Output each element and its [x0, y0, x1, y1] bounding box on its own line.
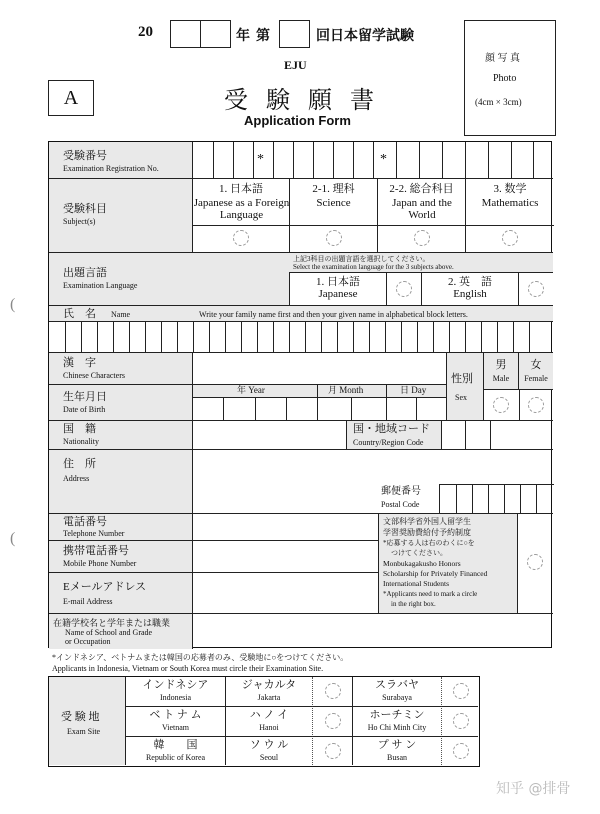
- language-label-jp: 出題言語: [63, 267, 107, 279]
- site-city-hanoi[interactable]: [226, 707, 312, 736]
- email-field[interactable]: [192, 573, 378, 613]
- subject-japanese-en: Japanese as a Foreign Language: [193, 197, 290, 221]
- name-label-jp: 氏 名: [63, 308, 96, 320]
- registration-star-2: *: [380, 152, 387, 167]
- site-city-jp: スラバヤ: [375, 679, 419, 691]
- site-country-en: Indonesia: [159, 693, 192, 702]
- address-field[interactable]: [192, 450, 553, 513]
- school-label-cell: [49, 614, 192, 649]
- scholarship-en1: Monbukagakusho Honors: [383, 559, 461, 568]
- scholarship-en5: in the right box.: [391, 600, 436, 608]
- birth-year-label: 年 Year: [237, 385, 265, 395]
- session-box[interactable]: [279, 20, 310, 48]
- birth-header: [192, 385, 446, 397]
- site-city-en: Ho Chi Minh City: [367, 723, 427, 732]
- email-label-jp: Eメールアドレス: [63, 581, 147, 593]
- site-country-vietnam: [126, 707, 225, 736]
- site-notice-en: Applicants in Indonesia, Vietnam or South Korea must circle their Examination Site.: [52, 664, 324, 673]
- subject-japan-world-en: Japan and the World: [392, 197, 452, 221]
- session-label: 回日本留学試験: [316, 29, 414, 44]
- site-country-jp: インドネシア: [142, 679, 209, 691]
- site-hochiminh-circle[interactable]: [453, 713, 469, 729]
- binder-mark-bottom: (: [10, 530, 16, 547]
- kanji-field[interactable]: [192, 353, 446, 384]
- address-label-cell: [49, 450, 192, 513]
- language-english-jp: 2. 英 語: [448, 276, 492, 288]
- site-city-en: Jakarta: [257, 693, 281, 702]
- site-country-jp: 韓 国: [153, 739, 198, 751]
- form-code-box: A: [48, 80, 94, 116]
- birth-input[interactable]: [192, 397, 446, 420]
- sex-male-circle[interactable]: [493, 397, 509, 413]
- phone-label-jp: 電話番号: [63, 516, 107, 528]
- birth-label-en: Date of Birth: [63, 405, 106, 414]
- subject-science[interactable]: [290, 179, 378, 252]
- site-country-en: Vietnam: [161, 723, 190, 732]
- binder-mark-top: (: [10, 296, 16, 313]
- school-label-en1: Name of School and Grade: [65, 628, 153, 637]
- mobile-field[interactable]: [192, 541, 378, 572]
- language-label-en: Examination Language: [63, 281, 138, 290]
- language-japanese[interactable]: [290, 273, 387, 306]
- mobile-label-cell: [49, 541, 192, 572]
- language-english[interactable]: [422, 273, 519, 306]
- scholarship-jp2: 学習奨励費給付予約制度: [383, 528, 471, 537]
- scholarship-box[interactable]: [517, 514, 553, 613]
- language-english-circle[interactable]: [528, 281, 544, 297]
- site-city-en: Surabaya: [382, 693, 412, 702]
- photo-label-jp: 顔 写 真: [485, 53, 520, 64]
- phone-field[interactable]: [192, 514, 378, 540]
- sex-male-en: Male: [492, 374, 510, 383]
- sex-female-circle[interactable]: [528, 397, 544, 413]
- exam-site-table: [48, 676, 480, 767]
- registration-label-cell: [49, 142, 192, 178]
- scholarship-cell: [378, 514, 517, 613]
- site-country-jp: ベ ト ナ ム: [149, 709, 202, 721]
- header: [0, 0, 600, 140]
- scholarship-jp3: *応募する人は右のわくに○を: [383, 539, 475, 547]
- year-box-2[interactable]: [200, 20, 231, 48]
- year-box-1[interactable]: [170, 20, 201, 48]
- subject-science-jp: 2-1. 理科: [312, 183, 355, 195]
- nationality-label-en: Nationality: [63, 437, 99, 446]
- name-instruction: Write your family name first and then your given name in alphabetical block letters.: [199, 310, 468, 319]
- scholarship-circle[interactable]: [527, 554, 543, 570]
- subject-math[interactable]: [466, 179, 554, 252]
- birth-label-cell: [49, 385, 192, 420]
- birth-month-label: 月 Month: [328, 385, 364, 395]
- registration-star-1: *: [257, 152, 264, 167]
- kanji-label-cell: [49, 353, 192, 384]
- kanji-label-en: Chinese Characters: [63, 371, 125, 380]
- eju-label: EJU: [284, 58, 307, 72]
- site-city-jp: ホーチミン: [369, 709, 425, 721]
- site-city-en: Busan: [387, 753, 407, 762]
- exam-site-label-jp: 受 験 地: [61, 711, 100, 723]
- language-japanese-jp: 1. 日本語: [316, 276, 360, 288]
- site-city-hochiminh[interactable]: [353, 707, 441, 736]
- sex-female-jp: 女: [530, 359, 542, 371]
- site-busan-circle[interactable]: [453, 743, 469, 759]
- photo-label-en: Photo: [493, 73, 517, 84]
- subject-japan-world-circle[interactable]: [414, 230, 430, 246]
- sex-label-cell: [446, 353, 483, 420]
- photo-size: (4cm × 3cm): [475, 97, 522, 107]
- sex-male-cell: [483, 353, 518, 389]
- registration-label-en: Examination Registration No.: [63, 164, 159, 173]
- year-prefix: 20: [138, 24, 153, 40]
- name-label-en: Name: [111, 310, 131, 319]
- nationality-label-jp: 国 籍: [63, 423, 96, 435]
- address-label-en: Address: [63, 474, 90, 483]
- dai-label: 第: [256, 29, 270, 44]
- sex-label-jp: 性別: [451, 373, 473, 385]
- sex-female-cell: [518, 353, 553, 389]
- exam-site-label-en: Exam Site: [67, 727, 101, 736]
- subjects-label-cell: [49, 179, 192, 252]
- registration-label-jp: 受験番号: [63, 150, 107, 162]
- scholarship-jp4: つけてください。: [391, 549, 447, 557]
- scholarship-en3: International Students: [383, 579, 450, 588]
- subjects-grid: [192, 179, 553, 252]
- subject-japanese-jp: 1. 日本語: [219, 183, 263, 195]
- scholarship-jp1: 文部科学省外国人留学生: [383, 517, 471, 526]
- email-label-en: E-mail Address: [63, 597, 113, 606]
- watermark: 知乎 @排骨: [496, 781, 571, 797]
- address-label-jp: 住 所: [63, 458, 96, 470]
- site-seoul-circle[interactable]: [325, 743, 341, 759]
- sex-female-en: Female: [524, 374, 548, 383]
- site-city-jp: ジャカルタ: [241, 679, 297, 691]
- birth-day-label: 日 Day: [400, 385, 427, 395]
- site-city-seoul[interactable]: [226, 737, 312, 765]
- email-label-cell: [49, 573, 192, 613]
- nationality-label-cell: [49, 421, 192, 449]
- photo-box[interactable]: [464, 20, 556, 136]
- site-city-jp: ハ ノ イ: [249, 709, 289, 721]
- form-title-en: Application Form: [244, 113, 351, 128]
- subjects-label-en: Subject(s): [63, 217, 96, 226]
- site-country-en: Republic of Korea: [145, 753, 206, 762]
- language-note-en: Select the examination language for the 3 subjects above.: [293, 263, 454, 271]
- mobile-label-en: Mobile Phone Number: [63, 559, 137, 568]
- subject-japanese-circle[interactable]: [233, 230, 249, 246]
- subjects-label-jp: 受験科目: [63, 203, 107, 215]
- country-code-label-en: Country/Region Code: [353, 438, 424, 447]
- site-city-jakarta[interactable]: [226, 677, 312, 706]
- site-hanoi-circle[interactable]: [325, 713, 341, 729]
- school-label-jp: 在籍学校名と学年または職業: [53, 618, 171, 628]
- subject-science-en: Science: [316, 197, 351, 209]
- site-city-jp: プ サ ン: [377, 739, 417, 751]
- country-code-label-jp: 国・地域コード: [353, 423, 430, 435]
- subject-japan-world-jp: 2-2. 総合科目: [389, 183, 454, 195]
- name-input-boxes[interactable]: [49, 322, 553, 352]
- postal-label-jp: 郵便番号: [381, 486, 421, 497]
- postal-label-en: Postal Code: [381, 500, 420, 509]
- year-label: 年: [236, 29, 250, 44]
- subject-japan-world[interactable]: [378, 179, 466, 252]
- subject-science-circle[interactable]: [326, 230, 342, 246]
- birth-label-jp: 生年月日: [63, 391, 107, 403]
- subject-japanese[interactable]: [193, 179, 290, 252]
- site-country-indonesia: [126, 677, 225, 706]
- form-table: [48, 141, 552, 648]
- language-note-jp: 上記3科目の出題言語を選択してください。: [293, 255, 430, 263]
- language-japanese-circle[interactable]: [396, 281, 412, 297]
- subject-math-circle[interactable]: [502, 230, 518, 246]
- mobile-label-jp: 携帯電話番号: [63, 545, 129, 557]
- sex-male-jp: 男: [495, 359, 507, 371]
- site-country-korea: [126, 737, 225, 765]
- language-options: [289, 272, 553, 305]
- sex-label-en: Sex: [455, 393, 467, 402]
- language-japanese-en: Japanese: [318, 288, 358, 300]
- registration-number-field[interactable]: [192, 142, 553, 178]
- form-title-jp: 受 験 願 書: [224, 88, 380, 114]
- language-english-en: English: [453, 288, 487, 300]
- phone-label-cell: [49, 514, 192, 540]
- site-surabaya-circle[interactable]: [453, 683, 469, 699]
- site-city-en: Hanoi: [259, 723, 279, 732]
- site-city-en: Seoul: [259, 753, 279, 762]
- country-code-label-cell: [346, 421, 441, 449]
- site-notice-jp: *インドネシア、ベトナムまたは韓国の応募者のみ、受験地に○をつけてください。: [52, 653, 349, 662]
- school-field[interactable]: [192, 614, 553, 649]
- exam-site-label-cell: [49, 677, 125, 765]
- postal-code-boxes[interactable]: [439, 484, 554, 513]
- country-code-field[interactable]: [441, 421, 553, 449]
- school-label-en2: or Occupation: [65, 637, 111, 646]
- kanji-label-jp: 漢 字: [63, 357, 96, 369]
- site-city-jp: ソ ウ ル: [249, 739, 289, 751]
- phone-label-en: Telephone Number: [63, 529, 125, 538]
- site-jakarta-circle[interactable]: [325, 683, 341, 699]
- nationality-field[interactable]: [192, 421, 346, 449]
- name-label-cell: [49, 306, 553, 321]
- site-city-busan[interactable]: [353, 737, 441, 765]
- subject-math-en: Mathematics: [481, 197, 539, 209]
- site-city-surabaya[interactable]: [353, 677, 441, 706]
- scholarship-en4: *Applicants need to mark a circle: [383, 590, 478, 598]
- scholarship-en2: Scholarship for Privately Financed: [383, 569, 488, 578]
- subject-math-jp: 3. 数学: [493, 183, 527, 195]
